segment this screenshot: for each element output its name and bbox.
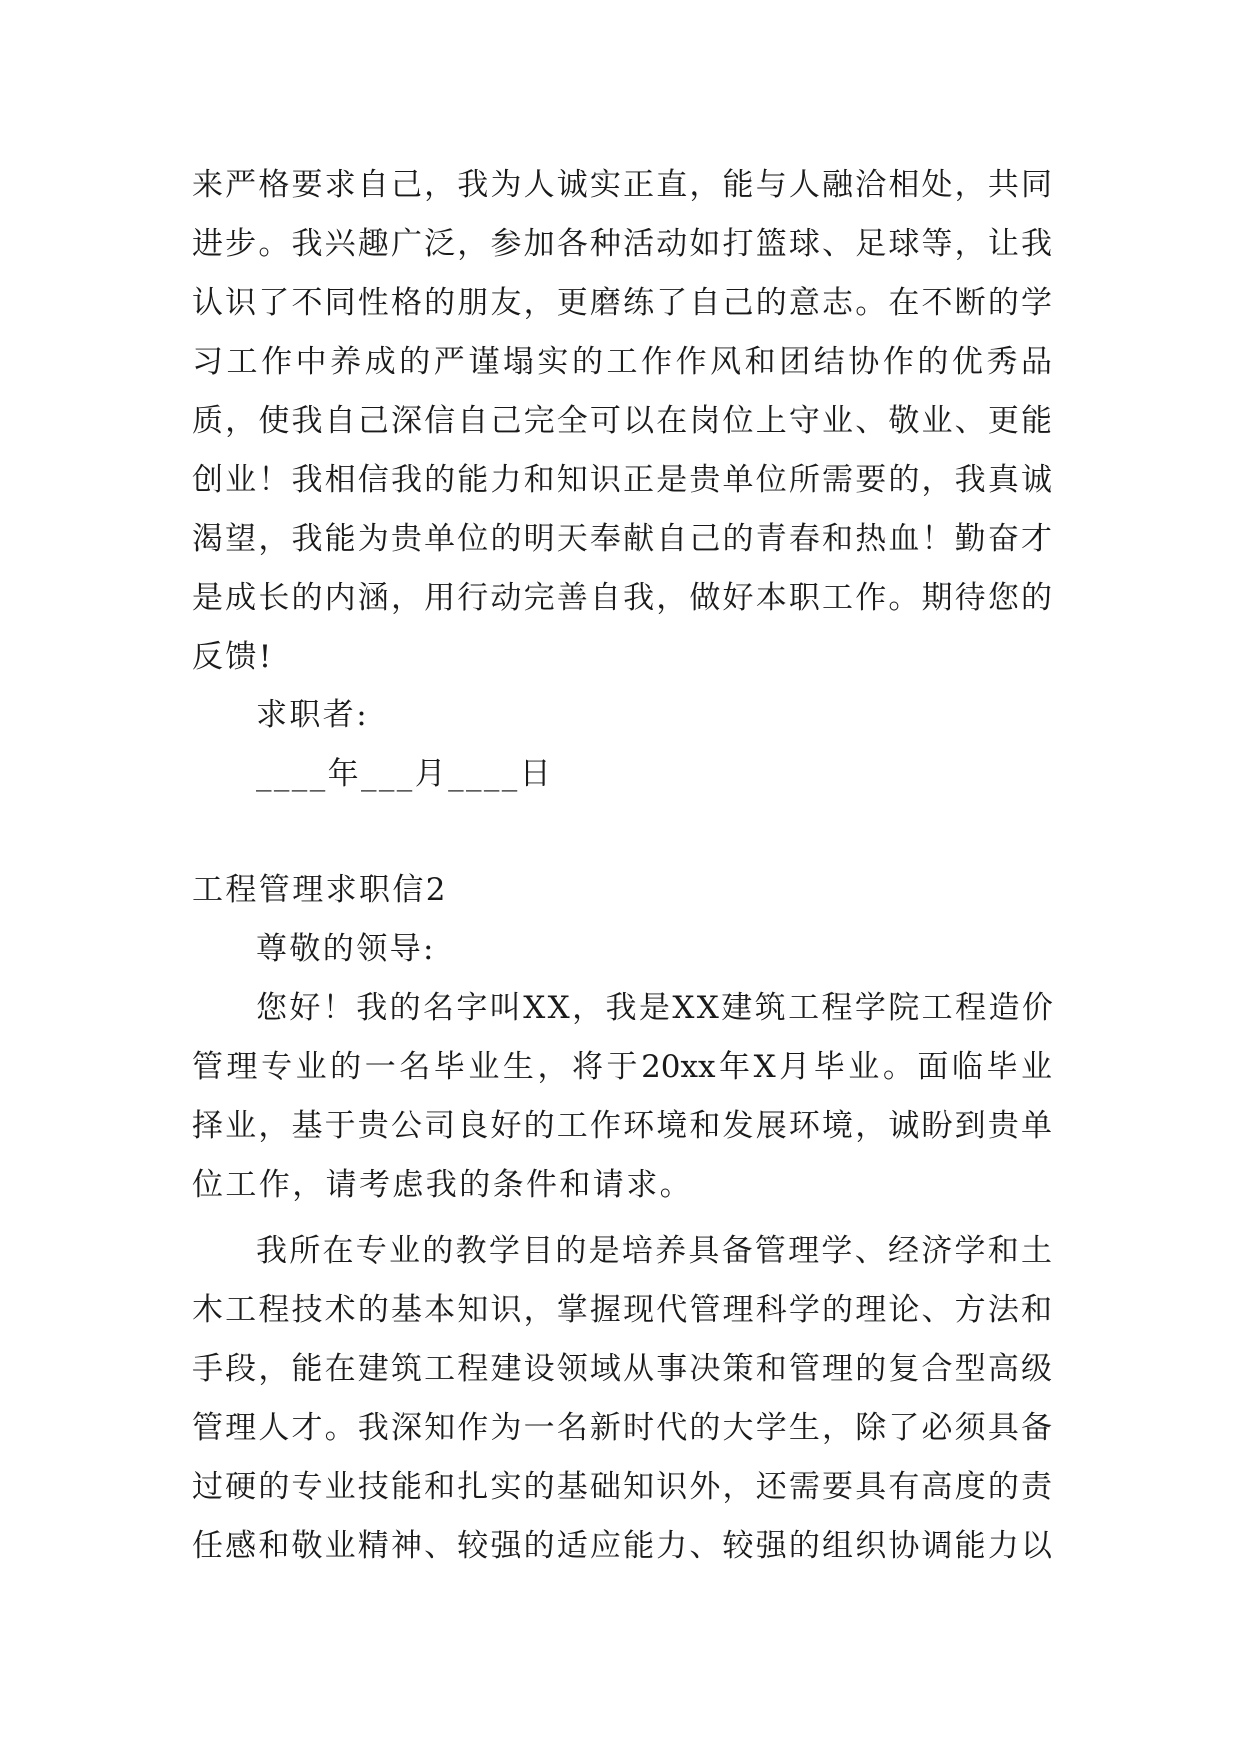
section-title: 工程管理求职信2 — [192, 872, 448, 908]
body-line: 质，使我自己深信自己完全可以在岗位上守业、敬业、更能 — [192, 403, 1052, 439]
paragraph-line: 位工作，请考虑我的条件和请求。 — [192, 1167, 693, 1203]
signature-label: 求职者: — [256, 697, 370, 733]
date-line: ____年___月____日 — [256, 756, 554, 792]
body-line: 是成长的内涵，用行动完善自我，做好本职工作。期待您的 — [192, 580, 1052, 616]
paragraph-line: 管理人才。我深知作为一名新时代的大学生，除了必须具备 — [192, 1410, 1052, 1446]
paragraph-line: 过硬的专业技能和扎实的基础知识外，还需要具有高度的责 — [192, 1469, 1052, 1505]
paragraph-line: 管理专业的一名毕业生，将于20xx年X月毕业。面临毕业 — [192, 1049, 1052, 1085]
body-line: 来严格要求自己，我为人诚实正直，能与人融洽相处，共同 — [192, 167, 1052, 203]
paragraph-line: 您好！我的名字叫XX，我是XX建筑工程学院工程造价 — [256, 990, 1056, 1026]
body-line: 习工作中养成的严谨塌实的工作作风和团结协作的优秀品 — [192, 344, 1052, 380]
body-line: 进步。我兴趣广泛，参加各种活动如打篮球、足球等，让我 — [192, 226, 1052, 262]
paragraph-line: 择业，基于贵公司良好的工作环境和发展环境，诚盼到贵单 — [192, 1108, 1052, 1144]
paragraph-line: 木工程技术的基本知识，掌握现代管理科学的理论、方法和 — [192, 1292, 1052, 1328]
body-line: 渴望，我能为贵单位的明天奉献自己的青春和热血！勤奋才 — [192, 521, 1052, 557]
body-line: 创业！我相信我的能力和知识正是贵单位所需要的，我真诚 — [192, 462, 1052, 498]
body-line: 认识了不同性格的朋友，更磨练了自己的意志。在不断的学 — [192, 285, 1052, 321]
body-line: 反馈! — [192, 639, 274, 675]
paragraph-line: 我所在专业的教学目的是培养具备管理学、经济学和土 — [256, 1233, 1052, 1269]
paragraph-line: 手段，能在建筑工程建设领域从事决策和管理的复合型高级 — [192, 1351, 1052, 1387]
salutation: 尊敬的领导: — [256, 931, 436, 967]
paragraph-line: 任感和敬业精神、较强的适应能力、较强的组织协调能力以 — [192, 1528, 1052, 1564]
